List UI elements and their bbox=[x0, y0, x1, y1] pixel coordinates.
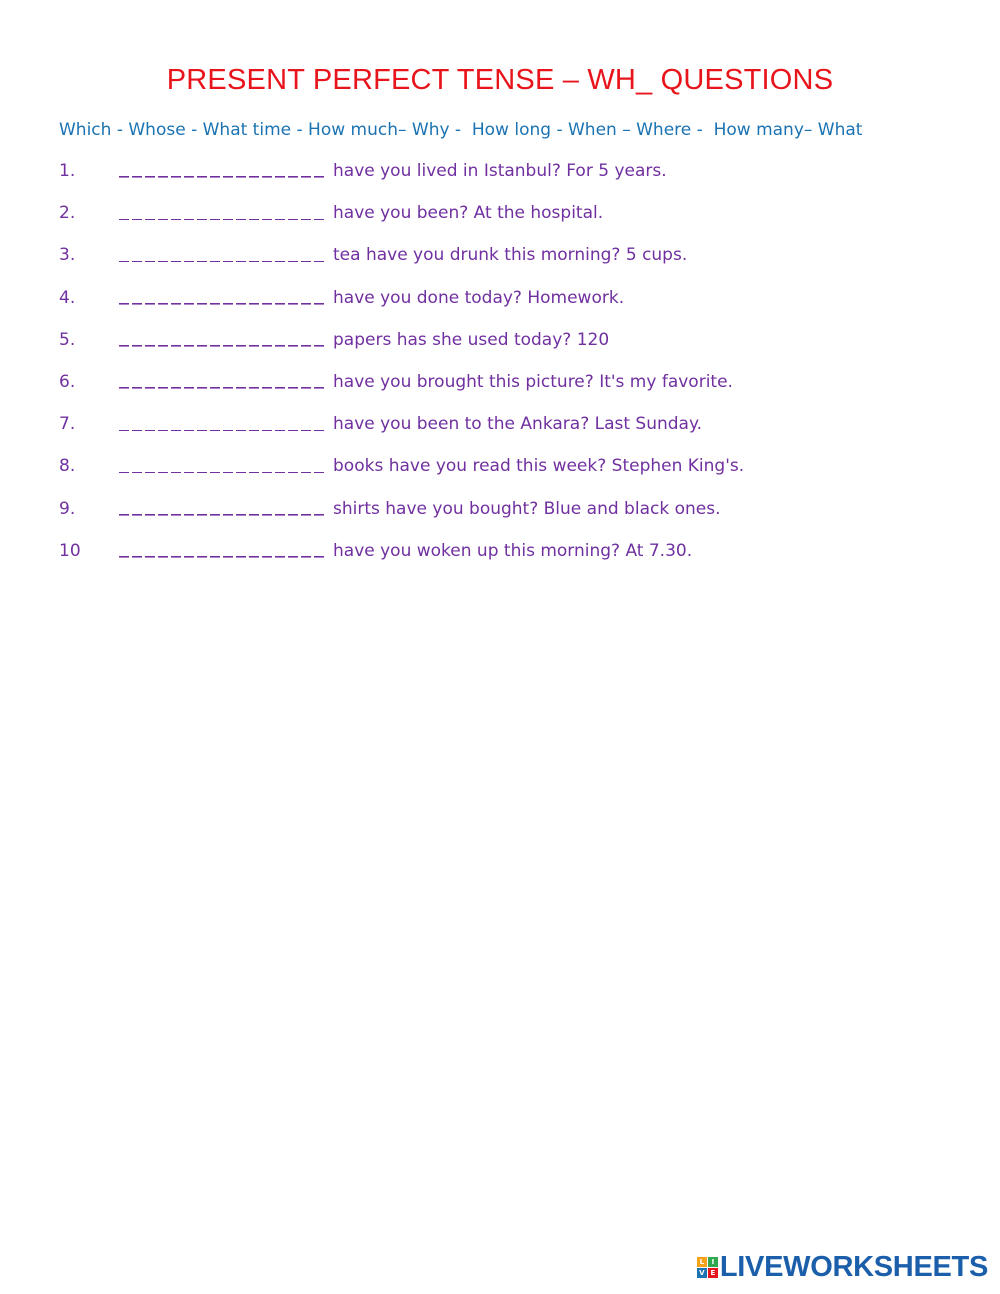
answer-blank[interactable] bbox=[119, 411, 327, 431]
question-number: 5. bbox=[59, 329, 76, 350]
question-text: papers has she used today? 120 bbox=[333, 329, 610, 350]
question-number: 2. bbox=[59, 203, 76, 224]
question-number: 9. bbox=[59, 498, 76, 519]
question-text: have you been to the Ankara? Last Sunday. bbox=[333, 414, 703, 435]
question-text: have you done today? Homework. bbox=[333, 287, 625, 308]
answer-blank[interactable] bbox=[119, 369, 327, 389]
question-row bbox=[59, 538, 959, 580]
question-text: have you woken up this morning? At 7.30. bbox=[333, 540, 693, 561]
question-number: 1. bbox=[59, 161, 76, 181]
question-row bbox=[59, 411, 959, 453]
answer-blank[interactable] bbox=[119, 200, 327, 220]
worksheet-title: PRESENT PERFECT TENSE – WH_ QUESTIONS bbox=[166, 64, 834, 96]
question-text: have you lived in Istanbul? For 5 years. bbox=[333, 161, 667, 181]
question-number: 3. bbox=[59, 245, 76, 266]
question-row bbox=[59, 285, 959, 327]
question-row bbox=[59, 242, 959, 284]
question-number: 7. bbox=[59, 414, 76, 435]
logo-mark-letter: I bbox=[708, 1257, 718, 1267]
question-row bbox=[59, 158, 959, 200]
question-text: shirts have you bought? Blue and black ones. bbox=[333, 498, 721, 519]
answer-blank[interactable] bbox=[119, 327, 327, 347]
logo-mark-letter: L bbox=[697, 1257, 707, 1267]
answer-blank[interactable] bbox=[119, 496, 327, 516]
answer-blank[interactable] bbox=[119, 538, 327, 558]
question-number: 6. bbox=[59, 371, 76, 392]
question-number: 4. bbox=[59, 287, 76, 308]
question-row bbox=[59, 200, 959, 242]
question-row bbox=[59, 369, 959, 411]
logo-mark-letter: V bbox=[697, 1268, 707, 1278]
question-list bbox=[59, 158, 959, 580]
word-bank: Which - Whose - What time - How much– Why - How long - When – Where - How many– What bbox=[59, 120, 863, 140]
answer-blank[interactable] bbox=[119, 285, 327, 305]
logo-mark-letter: E bbox=[708, 1268, 718, 1278]
question-text: tea have you drunk this morning? 5 cups. bbox=[333, 245, 688, 266]
question-text: have you been? At the hospital. bbox=[333, 203, 604, 224]
question-number: 8. bbox=[59, 456, 76, 477]
answer-blank[interactable] bbox=[119, 453, 327, 473]
question-text: books have you read this week? Stephen King's. bbox=[333, 456, 745, 477]
liveworksheets-logo bbox=[697, 1252, 988, 1282]
question-text: have you brought this picture? It's my favorite. bbox=[333, 371, 733, 392]
question-number: 10 bbox=[59, 540, 81, 561]
question-row bbox=[59, 496, 959, 538]
liveworksheets-logo-icon bbox=[697, 1257, 718, 1278]
question-row bbox=[59, 453, 959, 495]
logo-text: LIVEWORKSHEETS bbox=[719, 1251, 988, 1283]
answer-blank[interactable] bbox=[119, 158, 327, 178]
question-row bbox=[59, 327, 959, 369]
answer-blank[interactable] bbox=[119, 242, 327, 262]
